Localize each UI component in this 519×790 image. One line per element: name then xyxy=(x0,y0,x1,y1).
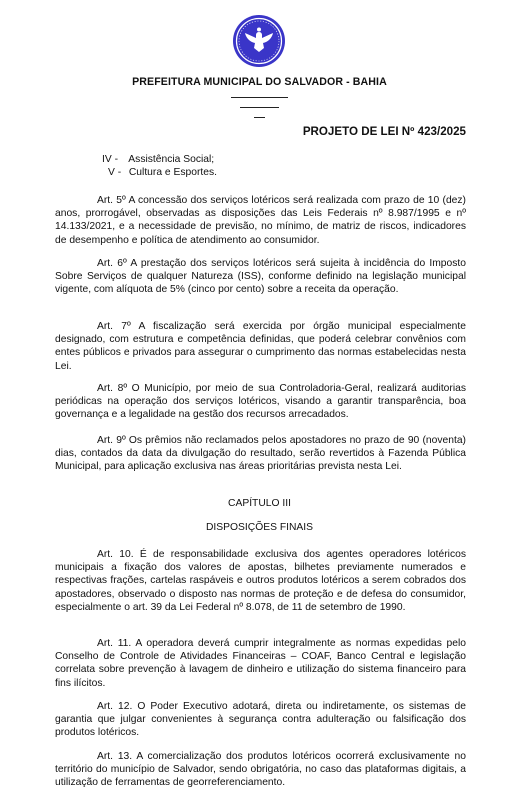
list-item-number: V - xyxy=(108,167,122,178)
city-seal-icon xyxy=(232,14,286,68)
article-8: Art. 8º O Município, por meio de sua Controladoria-Geral, realizará auditorias periódicas na operação dos serviços lotéricos, visando a garantir transparência, boa governança e a legalidade na gestão dos recursos arrecadados. xyxy=(55,383,466,421)
page-header-title: PREFEITURA MUNICIPAL DO SALVADOR - BAHIA xyxy=(132,76,387,88)
list-item-number: IV - xyxy=(102,154,119,165)
list-item xyxy=(102,154,214,165)
article-7: Art. 7º A fiscalização será exercida por órgão municipal especialmente designado, com estrutura e competência definidas, que poderá celebrar convênios com entes públicos e privados para assegurar o cumprimento das normas estabelecidas nesta Lei. xyxy=(55,321,466,372)
article-6: Art. 6º A prestação dos serviços lotéricos será sujeita à incidência do Imposto Sobre Serviços de qualquer Natureza (ISS), conforme definido na legislação municipal vigente, com alíquota de 5% (cinco por cento) sobre a receita da operação. xyxy=(55,258,466,296)
header-rule-2 xyxy=(240,107,279,108)
article-12: Art. 12. O Poder Executivo adotará, direta ou indiretamente, os sistemas de garantia que julgar convenientes à segurança contra adulteração ou falsificação dos produtos lotéricos. xyxy=(55,701,466,739)
article-10: Art. 10. É de responsabilidade exclusiva dos agentes operadores lotéricos municipais a fixação dos valores de apostas, bilhetes previamente numerados e respectivas frações, cartelas raspáveis e outros produtos lotéricos a serem cobrados dos apostadores, observado o disposto nas normas de proteção e de defesa do consumidor, especialmente o art. 39 da Lei Federal nº 8.078, de 11 de setembro de 1990. xyxy=(55,549,466,613)
bill-number: PROJETO DE LEI Nº 423/2025 xyxy=(302,125,466,138)
article-13: Art. 13. A comercialização dos produtos lotéricos ocorrerá exclusivamente no território do município de Salvador, sendo obrigatória, no caso das plataformas digitais, a utilização de ferramentas de georreferenciamento. xyxy=(55,751,466,789)
article-5: Art. 5º A concessão dos serviços lotéricos será realizada com prazo de 10 (dez) anos, prorrogável, observadas as disposições das Leis Federais nº 8.987/1995 e nº 14.133/2021, e a necessidade de previsão, no mínimo, de matriz de riscos, indicadores de desempenho e política de atendimento ao consumidor. xyxy=(55,195,466,246)
list-item-text: Assistência Social; xyxy=(128,154,215,165)
header-rule-1 xyxy=(231,97,288,98)
header-rule-3 xyxy=(254,117,265,118)
list-item-text: Cultura e Esportes. xyxy=(128,167,218,178)
article-11: Art. 11. A operadora deverá cumprir integralmente as normas expedidas pelo Conselho de Controle de Atividades Financeiras – COAF, Banco Central e legislação correlata sobre prevenção à lavagem de dinheiro e utilização do sistema financeiro para fins ilícitos. xyxy=(55,638,466,689)
list-item xyxy=(102,167,217,178)
article-9: Art. 9º Os prêmios não reclamados pelos apostadores no prazo de 90 (noventa) dias, contados da data da divulgação do resultado, serão revertidos à Fazenda Pública Municipal, para aplicação exclusiva nas áreas prioritárias prevista nesta Lei. xyxy=(55,435,466,473)
chapter-title: DISPOSIÇÕES FINAIS xyxy=(206,522,313,533)
chapter-number: CAPÍTULO III xyxy=(228,498,291,509)
